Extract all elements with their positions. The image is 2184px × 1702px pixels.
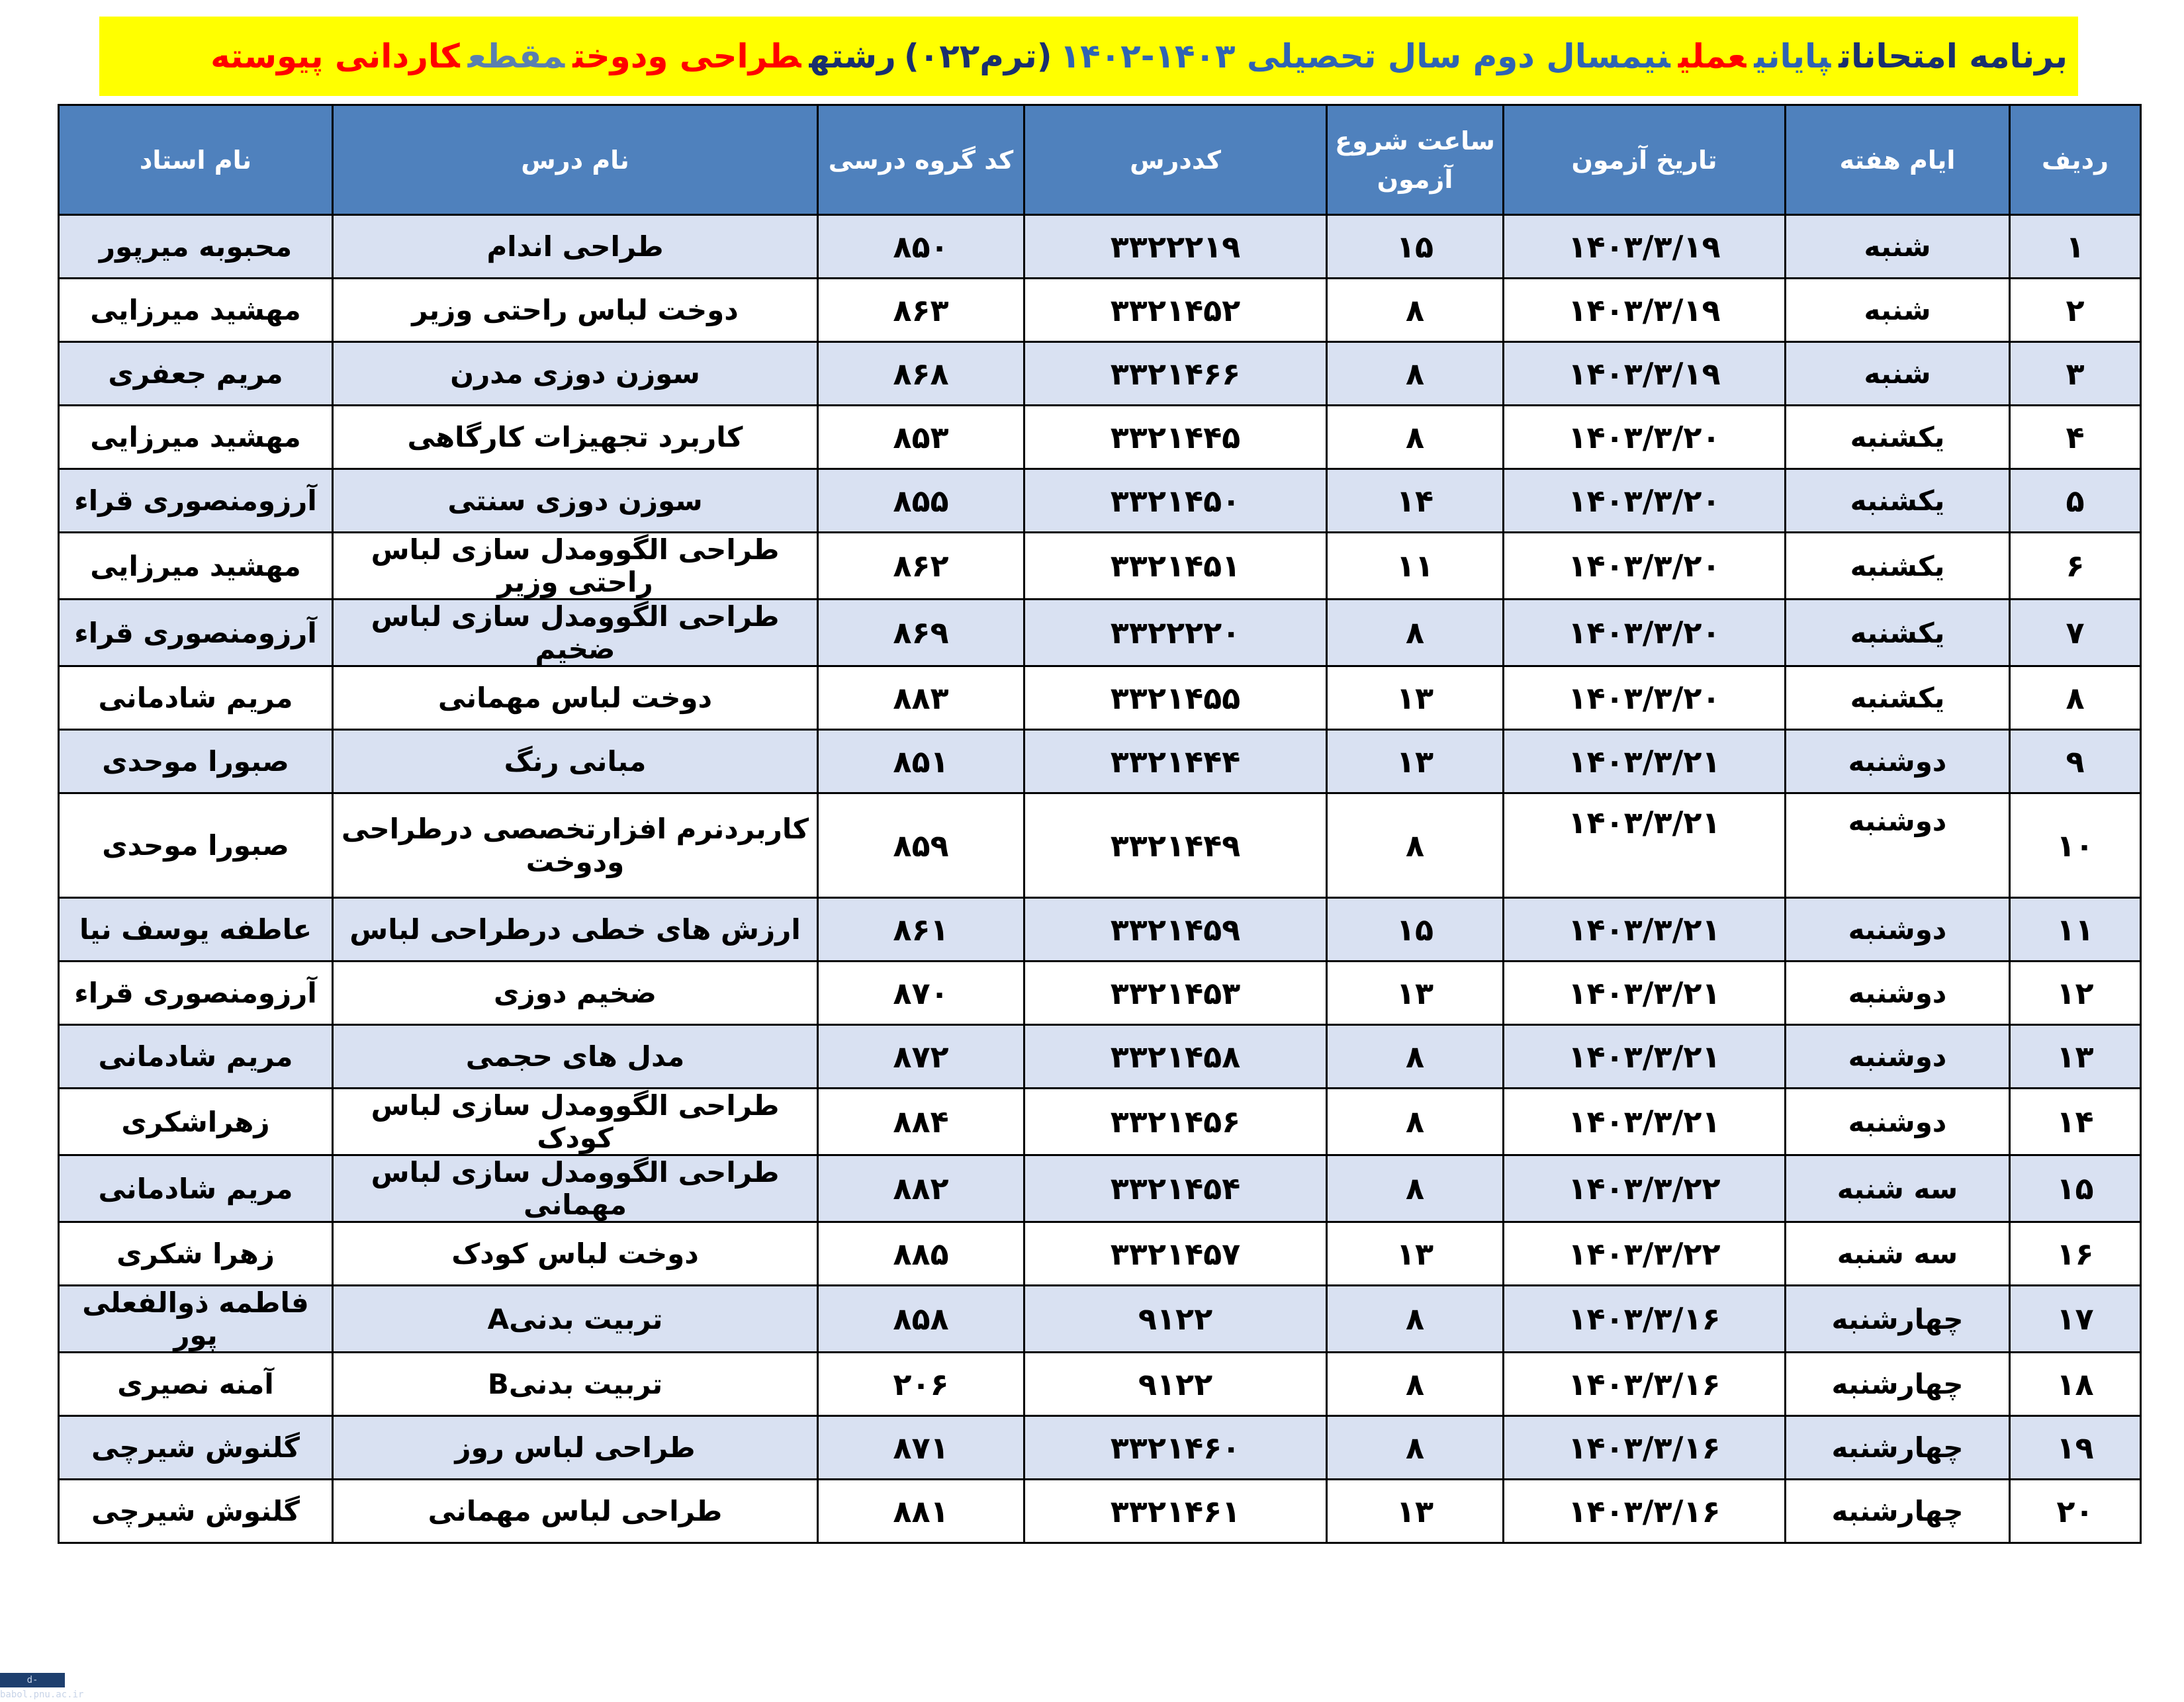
cell-group-code: ۸۸۳: [818, 666, 1024, 730]
cell-exam-date: ۱۴۰۳/۳/۲۰: [1504, 600, 1786, 666]
cell-group-code: ۸۵۰: [818, 215, 1024, 279]
cell-group-code: ۸۸۲: [818, 1155, 1024, 1222]
cell-weekday: یکشنبه: [1786, 666, 2010, 730]
cell-course-code: ۳۳۲۱۴۵۷: [1024, 1222, 1327, 1286]
cell-row-number: ۶: [2010, 533, 2141, 600]
title-part-program: برنامه امتحانات: [1839, 37, 2068, 75]
cell-course-name: سوزن دوزی سنتی: [333, 469, 818, 533]
table-row: [59, 215, 2141, 279]
cell-teacher-name: مریم جعفری: [59, 342, 333, 406]
cell-group-code: ۸۶۳: [818, 279, 1024, 342]
cell-teacher-name: عاطفه یوسف نیا: [59, 898, 333, 962]
cell-start-time: ۱۱: [1327, 533, 1504, 600]
cell-exam-date: ۱۴۰۳/۳/۱۶: [1504, 1286, 1786, 1353]
table-row: [59, 279, 2141, 342]
table-row: [59, 898, 2141, 962]
cell-group-code: ۸۷۰: [818, 962, 1024, 1025]
cell-weekday: چهارشنبه: [1786, 1353, 2010, 1416]
cell-exam-date: ۱۴۰۳/۳/۲۱: [1504, 898, 1786, 962]
cell-weekday: دوشنبه: [1786, 1025, 2010, 1089]
cell-weekday: دوشنبه: [1786, 962, 2010, 1025]
cell-weekday: دوشنبه: [1786, 1089, 2010, 1155]
cell-teacher-name: مهشید میرزایی: [59, 533, 333, 600]
table-row: [59, 342, 2141, 406]
title-part-field: طراحی ودوخت: [572, 37, 801, 75]
cell-exam-date: ۱۴۰۳/۳/۲۰: [1504, 406, 1786, 469]
title-part-practical: عملی: [1678, 37, 1747, 75]
cell-group-code: ۸۶۱: [818, 898, 1024, 962]
cell-course-name: دوخت لباس مهمانی: [333, 666, 818, 730]
cell-course-code: ۳۳۲۱۴۶۰: [1024, 1416, 1327, 1480]
cell-row-number: ۳: [2010, 342, 2141, 406]
title-part-term: (ترم۰۲۲): [903, 37, 1052, 75]
cell-start-time: ۱۴: [1327, 469, 1504, 533]
cell-row-number: ۱۰: [2010, 793, 2141, 898]
cell-row-number: ۱۵: [2010, 1155, 2141, 1222]
header-course-name: نام درس: [333, 105, 818, 215]
cell-course-code: ۳۳۲۱۴۴۴: [1024, 730, 1327, 793]
table-row: [59, 962, 2141, 1025]
cell-course-code: ۳۳۲۱۴۵۰: [1024, 469, 1327, 533]
cell-course-name: طراحی الگوومدل سازی لباس مهمانی: [333, 1155, 818, 1222]
table-row: [59, 1222, 2141, 1286]
cell-weekday: سه شنبه: [1786, 1222, 2010, 1286]
table-row: [59, 1025, 2141, 1089]
cell-start-time: ۸: [1327, 279, 1504, 342]
cell-exam-date: ۱۴۰۳/۳/۲۱: [1504, 793, 1786, 898]
cell-course-code: ۳۳۲۱۴۵۵: [1024, 666, 1327, 730]
cell-weekday: یکشنبه: [1786, 469, 2010, 533]
cell-start-time: ۸: [1327, 406, 1504, 469]
cell-group-code: ۸۸۴: [818, 1089, 1024, 1155]
cell-teacher-name: مهشید میرزایی: [59, 406, 333, 469]
cell-weekday: شنبه: [1786, 342, 2010, 406]
cell-teacher-name: گلنوش شیرچی: [59, 1416, 333, 1480]
cell-course-code: ۳۳۲۱۴۵۳: [1024, 962, 1327, 1025]
cell-exam-date: ۱۴۰۳/۳/۲۱: [1504, 962, 1786, 1025]
table-row: [59, 1286, 2141, 1353]
cell-exam-date: ۱۴۰۳/۳/۱۹: [1504, 279, 1786, 342]
cell-start-time: ۱۳: [1327, 730, 1504, 793]
cell-start-time: ۱۳: [1327, 1480, 1504, 1543]
cell-group-code: ۸۶۲: [818, 533, 1024, 600]
cell-exam-date: ۱۴۰۳/۳/۱۹: [1504, 215, 1786, 279]
cell-course-name: مبانی رنگ: [333, 730, 818, 793]
cell-course-name: سوزن دوزی مدرن: [333, 342, 818, 406]
cell-exam-date: ۱۴۰۳/۳/۲۱: [1504, 1025, 1786, 1089]
cell-weekday: چهارشنبه: [1786, 1416, 2010, 1480]
cell-course-name: طراحی اندام: [333, 215, 818, 279]
cell-course-name: تربیت بدنیA: [333, 1286, 818, 1353]
title-part-field-label: رشته: [809, 37, 896, 75]
table-header-row: [59, 105, 2141, 215]
cell-group-code: ۸۸۵: [818, 1222, 1024, 1286]
cell-teacher-name: صبورا موحدی: [59, 730, 333, 793]
cell-row-number: ۱: [2010, 215, 2141, 279]
cell-start-time: ۱۳: [1327, 666, 1504, 730]
cell-weekday: یکشنبه: [1786, 533, 2010, 600]
cell-start-time: ۸: [1327, 600, 1504, 666]
cell-teacher-name: زهرا شکری: [59, 1222, 333, 1286]
cell-exam-date: ۱۴۰۳/۳/۲۱: [1504, 1089, 1786, 1155]
cell-weekday: دوشنبه: [1786, 898, 2010, 962]
cell-start-time: ۱۵: [1327, 898, 1504, 962]
cell-row-number: ۷: [2010, 600, 2141, 666]
cell-row-number: ۱۶: [2010, 1222, 2141, 1286]
cell-teacher-name: محبوبه میرپور: [59, 215, 333, 279]
cell-weekday: چهارشنبه: [1786, 1286, 2010, 1353]
cell-teacher-name: مریم شادمانی: [59, 1025, 333, 1089]
cell-group-code: ۸۷۱: [818, 1416, 1024, 1480]
cell-row-number: ۲۰: [2010, 1480, 2141, 1543]
cell-group-code: ۸۶۹: [818, 600, 1024, 666]
header-group-code: کد گروه درسی: [818, 105, 1024, 215]
cell-group-code: ۸۸۱: [818, 1480, 1024, 1543]
cell-course-name: ضخیم دوزی: [333, 962, 818, 1025]
cell-course-name: مدل های حجمی: [333, 1025, 818, 1089]
page-title: [99, 17, 2078, 96]
header-start-time: ساعت شروع آزمون: [1327, 105, 1504, 215]
cell-row-number: ۲: [2010, 279, 2141, 342]
header-course-code: کددرس: [1024, 105, 1327, 215]
cell-group-code: ۸۵۸: [818, 1286, 1024, 1353]
cell-weekday: دوشنبه: [1786, 793, 2010, 898]
cell-teacher-name: آرزومنصوری قراء: [59, 962, 333, 1025]
cell-exam-date: ۱۴۰۳/۳/۲۰: [1504, 533, 1786, 600]
header-exam-date: تاریخ آزمون: [1504, 105, 1786, 215]
cell-start-time: ۸: [1327, 342, 1504, 406]
cell-row-number: ۱۴: [2010, 1089, 2141, 1155]
cell-course-name: تربیت بدنیB: [333, 1353, 818, 1416]
title-part-final: پایانی: [1754, 37, 1831, 75]
title-part-semester: نیمسال دوم سال تحصیلی ۱۴۰۳-۱۴۰۲: [1060, 37, 1670, 75]
exam-schedule-table: [58, 104, 2142, 1544]
cell-course-name: کاربردنرم افزارتخصصی درطراحی ودوخت: [333, 793, 818, 898]
cell-course-name: طراحی الگوومدل سازی لباس راحتی وزیر: [333, 533, 818, 600]
cell-course-name: طراحی لباس روز: [333, 1416, 818, 1480]
cell-teacher-name: آرزومنصوری قراء: [59, 469, 333, 533]
cell-weekday: یکشنبه: [1786, 600, 2010, 666]
table-row: [59, 1480, 2141, 1543]
header-teacher-name: نام استاد: [59, 105, 333, 215]
cell-teacher-name: فاطمه ذوالفعلی پور: [59, 1286, 333, 1353]
cell-course-code: ۹۱۲۲: [1024, 1353, 1327, 1416]
cell-course-name: طراحی الگوومدل سازی لباس کودک: [333, 1089, 818, 1155]
cell-teacher-name: مهشید میرزایی: [59, 279, 333, 342]
title-part-level: کاردانی پیوسته: [210, 37, 460, 75]
cell-group-code: ۸۵۱: [818, 730, 1024, 793]
cell-course-name: ارزش های خطی درطراحی لباس: [333, 898, 818, 962]
cell-start-time: ۸: [1327, 1416, 1504, 1480]
cell-weekday: شنبه: [1786, 215, 2010, 279]
cell-exam-date: ۱۴۰۳/۳/۱۹: [1504, 342, 1786, 406]
cell-exam-date: ۱۴۰۳/۳/۱۶: [1504, 1353, 1786, 1416]
cell-teacher-name: آرزومنصوری قراء: [59, 600, 333, 666]
cell-weekday: چهارشنبه: [1786, 1480, 2010, 1543]
cell-course-code: ۳۳۲۲۲۲۰: [1024, 600, 1327, 666]
cell-group-code: ۸۵۵: [818, 469, 1024, 533]
cell-course-code: ۳۳۲۱۴۴۵: [1024, 406, 1327, 469]
cell-exam-date: ۱۴۰۳/۳/۱۶: [1504, 1480, 1786, 1543]
cell-teacher-name: زهراشکری: [59, 1089, 333, 1155]
cell-group-code: ۲۰۶: [818, 1353, 1024, 1416]
cell-start-time: ۱۳: [1327, 962, 1504, 1025]
cell-course-code: ۳۳۲۲۲۱۹: [1024, 215, 1327, 279]
table-row: [59, 730, 2141, 793]
cell-course-code: ۳۳۲۱۴۵۴: [1024, 1155, 1327, 1222]
cell-row-number: ۴: [2010, 406, 2141, 469]
cell-start-time: ۸: [1327, 1353, 1504, 1416]
cell-start-time: ۱۳: [1327, 1222, 1504, 1286]
table-body: [59, 215, 2141, 1543]
cell-course-code: ۳۳۲۱۴۵۹: [1024, 898, 1327, 962]
cell-course-name: طراحی الگوومدل سازی لباس ضخیم: [333, 600, 818, 666]
cell-start-time: ۸: [1327, 1025, 1504, 1089]
header-weekday: ایام هفته: [1786, 105, 2010, 215]
table-row: [59, 406, 2141, 469]
cell-row-number: ۱۸: [2010, 1353, 2141, 1416]
cell-row-number: ۱۷: [2010, 1286, 2141, 1353]
cell-course-code: ۳۳۲۱۴۶۱: [1024, 1480, 1327, 1543]
cell-course-code: ۳۳۲۱۴۵۸: [1024, 1025, 1327, 1089]
cell-course-code: ۳۳۲۱۴۴۹: [1024, 793, 1327, 898]
cell-course-name: دوخت لباس کودک: [333, 1222, 818, 1286]
cell-group-code: ۸۶۸: [818, 342, 1024, 406]
cell-group-code: ۸۷۲: [818, 1025, 1024, 1089]
cell-group-code: ۸۵۳: [818, 406, 1024, 469]
cell-course-code: ۳۳۲۱۴۵۲: [1024, 279, 1327, 342]
table-row: [59, 469, 2141, 533]
cell-teacher-name: گلنوش شیرچی: [59, 1480, 333, 1543]
cell-teacher-name: صبورا موحدی: [59, 793, 333, 898]
cell-course-code: ۳۳۲۱۴۶۶: [1024, 342, 1327, 406]
table-row: [59, 533, 2141, 600]
table-row: [59, 1089, 2141, 1155]
cell-exam-date: ۱۴۰۳/۳/۲۰: [1504, 666, 1786, 730]
cell-start-time: ۸: [1327, 1286, 1504, 1353]
table-row: [59, 1155, 2141, 1222]
cell-teacher-name: مریم شادمانی: [59, 666, 333, 730]
table-row: [59, 1353, 2141, 1416]
cell-row-number: ۱۹: [2010, 1416, 2141, 1480]
cell-course-name: دوخت لباس راحتی وزیر: [333, 279, 818, 342]
cell-teacher-name: آمنه نصیری: [59, 1353, 333, 1416]
cell-start-time: ۱۵: [1327, 215, 1504, 279]
table-row: [59, 600, 2141, 666]
site-watermark: d-babol.pnu.ac.ir: [0, 1673, 65, 1687]
cell-row-number: ۵: [2010, 469, 2141, 533]
cell-row-number: ۱۳: [2010, 1025, 2141, 1089]
cell-exam-date: ۱۴۰۳/۳/۲۲: [1504, 1155, 1786, 1222]
cell-exam-date: ۱۴۰۳/۳/۲۱: [1504, 730, 1786, 793]
cell-exam-date: ۱۴۰۳/۳/۲۲: [1504, 1222, 1786, 1286]
table-row: [59, 1416, 2141, 1480]
cell-group-code: ۸۵۹: [818, 793, 1024, 898]
cell-weekday: دوشنبه: [1786, 730, 2010, 793]
cell-course-name: طراحی لباس مهمانی: [333, 1480, 818, 1543]
cell-start-time: ۸: [1327, 1155, 1504, 1222]
cell-teacher-name: مریم شادمانی: [59, 1155, 333, 1222]
cell-exam-date: ۱۴۰۳/۳/۲۰: [1504, 469, 1786, 533]
cell-row-number: ۹: [2010, 730, 2141, 793]
cell-row-number: ۸: [2010, 666, 2141, 730]
table-row: [59, 666, 2141, 730]
title-part-level-label: مقطع: [467, 37, 565, 75]
cell-start-time: ۸: [1327, 1089, 1504, 1155]
cell-course-name: کاربرد تجهیزات کارگاهی: [333, 406, 818, 469]
header-row-number: ردیف: [2010, 105, 2141, 215]
cell-exam-date: ۱۴۰۳/۳/۱۶: [1504, 1416, 1786, 1480]
cell-course-code: ۳۳۲۱۴۵۱: [1024, 533, 1327, 600]
cell-course-code: ۹۱۲۲: [1024, 1286, 1327, 1353]
cell-row-number: ۱۱: [2010, 898, 2141, 962]
table-row: [59, 793, 2141, 898]
cell-course-code: ۳۳۲۱۴۵۶: [1024, 1089, 1327, 1155]
cell-row-number: ۱۲: [2010, 962, 2141, 1025]
cell-weekday: سه شنبه: [1786, 1155, 2010, 1222]
cell-weekday: یکشنبه: [1786, 406, 2010, 469]
cell-start-time: ۸: [1327, 793, 1504, 898]
cell-weekday: شنبه: [1786, 279, 2010, 342]
